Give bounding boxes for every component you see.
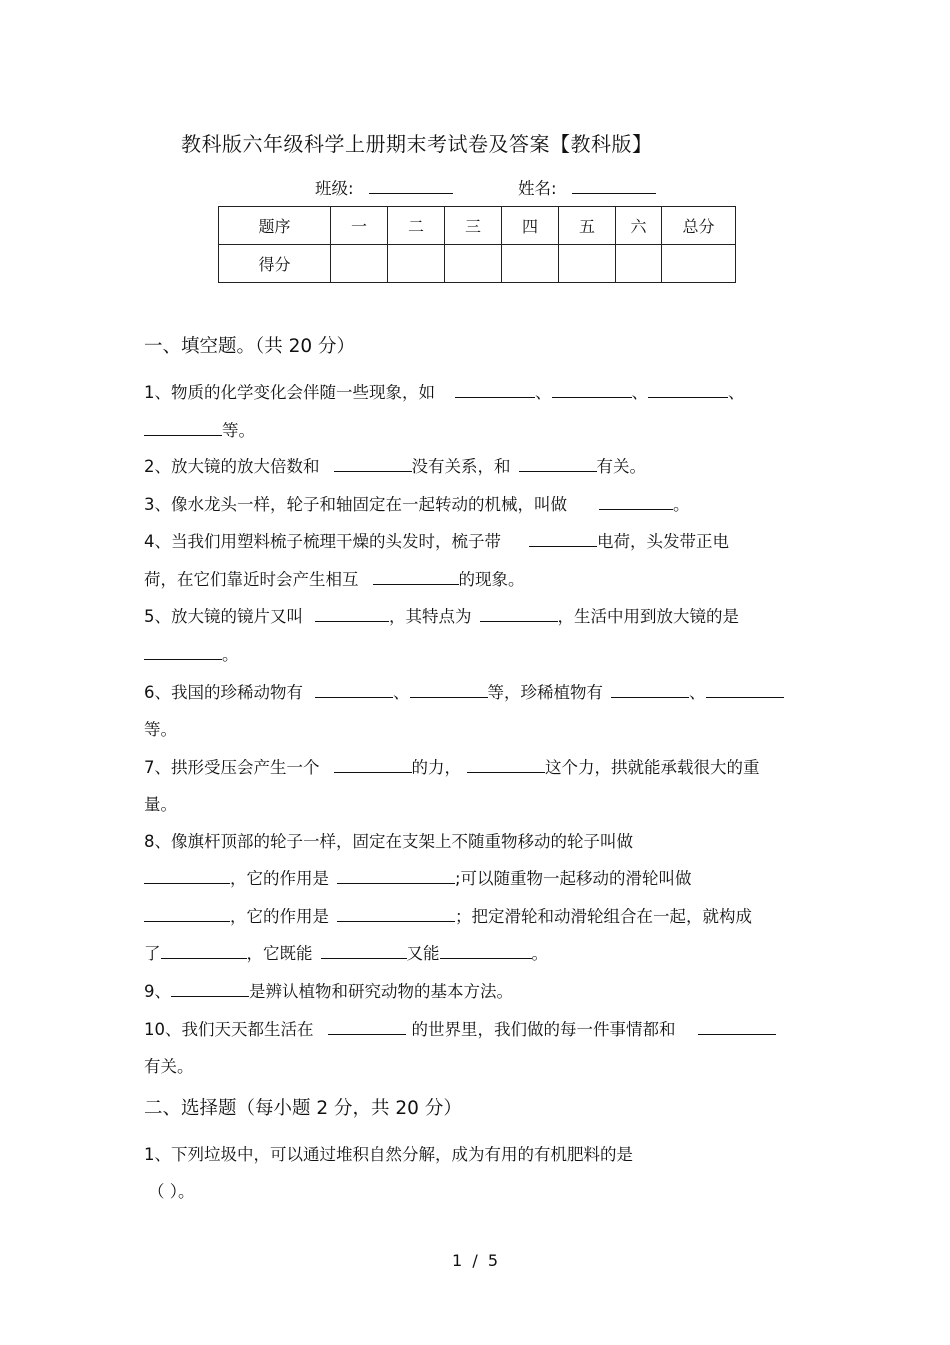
question-text: 有关。: [144, 1057, 194, 1076]
question-text: 。: [531, 944, 548, 963]
separator: 、: [689, 683, 706, 702]
question-3: [144, 491, 690, 515]
question-text: 8、像旗杆顶部的轮子一样，固定在支架上不随重物移动的轮子叫做: [144, 832, 633, 851]
answer-blank[interactable]: [315, 607, 389, 622]
name-blank: [572, 179, 656, 194]
table-cell: 四: [502, 207, 559, 245]
question-text: 3、像水龙头一样，轮子和轴固定在一起转动的机械，叫做: [144, 495, 567, 514]
question-text: ，它的作用是: [230, 907, 329, 926]
question-8-line4: [144, 940, 548, 964]
table-cell: 总分: [662, 207, 736, 245]
page-title: 教科版六年级科学上册期末考试卷及答案【教科版】: [181, 132, 653, 156]
score-cell[interactable]: [616, 245, 662, 283]
answer-blank[interactable]: [321, 944, 407, 959]
question-5: [144, 603, 739, 627]
question-6-cont: [144, 716, 177, 740]
score-cell[interactable]: [388, 245, 445, 283]
table-cell: 六: [616, 207, 662, 245]
table-cell: 三: [445, 207, 502, 245]
question-text: ；把定滑轮和动滑轮组合在一起，就构成: [455, 907, 752, 926]
question-text: 9、: [144, 982, 171, 1001]
score-cell[interactable]: [331, 245, 388, 283]
question-text: 的世界里，我们做的每一件事情都和: [411, 1020, 676, 1039]
question-7: [144, 754, 760, 778]
answer-blank[interactable]: [410, 683, 488, 698]
question-7-cont: [144, 791, 177, 815]
question-text: 。: [222, 645, 239, 664]
answer-blank[interactable]: [467, 758, 545, 773]
answer-blank[interactable]: [455, 383, 535, 398]
answer-blank[interactable]: [480, 607, 558, 622]
separator: 、: [535, 383, 552, 402]
question-text: ，其特点为: [389, 607, 472, 626]
question-text: 等。: [144, 720, 177, 739]
answer-blank[interactable]: [144, 869, 230, 884]
question-text: 荷，在它们靠近时会产生相互: [144, 570, 359, 589]
question-2: [144, 453, 646, 477]
section-heading-1: 一、填空题。（共 20 分）: [144, 336, 356, 357]
question-4: [144, 528, 729, 552]
answer-blank[interactable]: [599, 495, 673, 510]
section-heading-2: 二、选择题（每小题 2 分，共 20 分）: [144, 1098, 462, 1119]
question-text: 10、我们天天都生活在: [144, 1020, 314, 1039]
class-blank: [369, 179, 453, 194]
table-cell: 得分: [219, 245, 331, 283]
table-row: [219, 245, 736, 283]
question-text: 这个力，拱就能承载很大的重: [545, 758, 760, 777]
answer-blank[interactable]: [171, 982, 249, 997]
question-text: 是辨认植物和研究动物的基本方法。: [249, 982, 513, 1001]
answer-blank[interactable]: [611, 683, 689, 698]
answer-blank[interactable]: [337, 907, 455, 922]
separator: 、: [393, 683, 410, 702]
answer-blank[interactable]: [698, 1020, 776, 1035]
answer-blank[interactable]: [529, 532, 597, 547]
question-text: 2、放大镜的放大倍数和: [144, 457, 320, 476]
name-label-text: 姓名:: [518, 179, 557, 198]
question-10: [144, 1016, 776, 1040]
separator: 、: [728, 383, 745, 402]
page-number: 1 / 5: [452, 1251, 499, 1270]
score-cell[interactable]: [445, 245, 502, 283]
question-text: 量。: [144, 795, 177, 814]
table-cell: 五: [559, 207, 616, 245]
question-6: [144, 679, 784, 703]
question-8: [144, 828, 633, 852]
answer-blank[interactable]: [519, 457, 597, 472]
question-text: 1、物质的化学变化会伴随一些现象，如: [144, 383, 435, 402]
table-cell: 题序: [219, 207, 331, 245]
question-text: 等。: [222, 421, 255, 440]
question-text: 。: [673, 495, 690, 514]
question-text: 6、我国的珍稀动物有: [144, 683, 303, 702]
answer-blank[interactable]: [334, 758, 412, 773]
table-row: [219, 207, 736, 245]
question-text: 的现象。: [458, 570, 525, 589]
question-8-line3: [144, 903, 752, 927]
answer-blank[interactable]: [334, 457, 412, 472]
question-text: 5、放大镜的镜片又叫: [144, 607, 303, 626]
question-text: 有关。: [596, 457, 646, 476]
question-9: [144, 978, 513, 1002]
score-cell[interactable]: [559, 245, 616, 283]
answer-blank[interactable]: [144, 907, 230, 922]
answer-blank[interactable]: [144, 421, 222, 436]
answer-blank[interactable]: [315, 683, 393, 698]
question-text: 了: [144, 944, 161, 963]
question-text: 又能: [406, 944, 440, 963]
question-text: ，它既能: [246, 944, 313, 963]
question-4-cont: [144, 566, 525, 590]
score-cell[interactable]: [502, 245, 559, 283]
question-1-cont: [144, 417, 255, 441]
answer-blank[interactable]: [440, 944, 532, 959]
question-text: ，生活中用到放大镜的是: [557, 607, 739, 626]
question-10-cont: [144, 1053, 194, 1077]
question-text: 4、当我们用塑料梳子梳理干燥的头发时，梳子带: [144, 532, 501, 551]
choice-question-1: [144, 1141, 633, 1165]
answer-blank[interactable]: [328, 1020, 406, 1035]
table-cell: 二: [388, 207, 445, 245]
question-text: ，它的作用是: [230, 869, 329, 888]
name-label: [518, 175, 656, 199]
question-8-line2: [144, 865, 692, 889]
question-5-cont: [144, 641, 239, 665]
separator: 、: [631, 383, 648, 402]
question-text: 电荷，头发带正电: [597, 532, 729, 551]
question-text: ;可以随重物一起移动的滑轮叫做: [455, 869, 692, 888]
answer-blank[interactable]: [648, 383, 728, 398]
answer-blank[interactable]: [161, 944, 247, 959]
table-cell: 一: [331, 207, 388, 245]
class-label-text: 班级:: [315, 179, 354, 198]
answer-blank[interactable]: [373, 570, 459, 585]
answer-blank[interactable]: [144, 645, 222, 660]
question-text: 1、下列垃圾中，可以通过堆积自然分解，成为有用的有机肥料的是: [144, 1145, 633, 1164]
question-text: 等，珍稀植物有: [487, 683, 603, 702]
question-text: 7、拱形受压会产生一个: [144, 758, 320, 777]
question-1: [144, 379, 745, 403]
answer-blank[interactable]: [552, 383, 632, 398]
answer-blank[interactable]: [337, 869, 455, 884]
answer-parentheses[interactable]: （ ）。: [148, 1182, 195, 1201]
class-label: [315, 175, 453, 199]
choice-question-1-cont: [148, 1178, 195, 1202]
score-table: [218, 206, 736, 283]
score-cell[interactable]: [662, 245, 736, 283]
question-text: 没有关系，和: [411, 457, 511, 476]
answer-blank[interactable]: [706, 683, 784, 698]
question-text: 的力，: [411, 758, 461, 777]
